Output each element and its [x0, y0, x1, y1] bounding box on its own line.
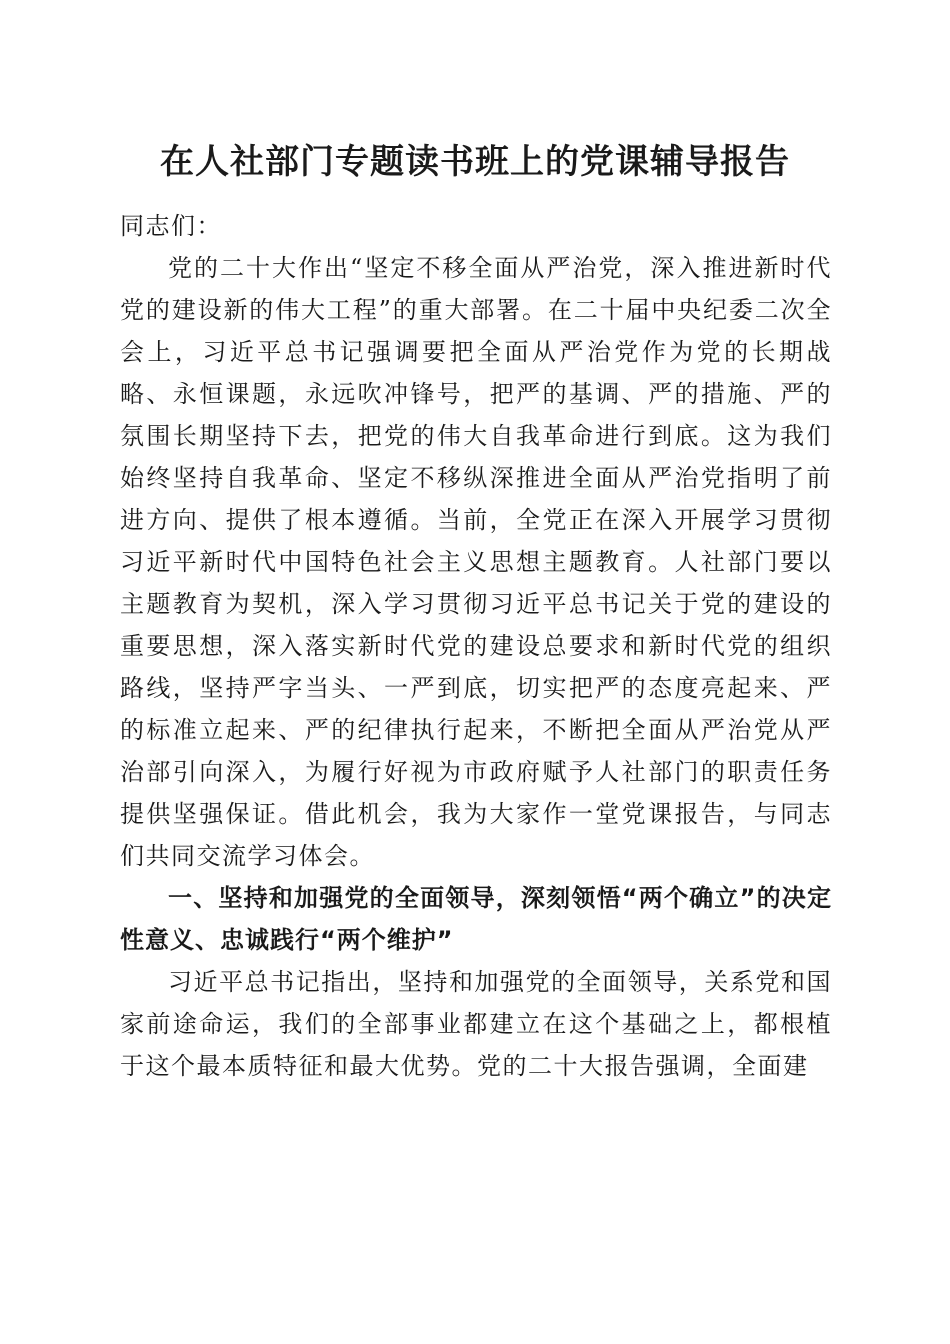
document-title: 在人社部门专题读书班上的党课辅导报告	[160, 142, 790, 182]
paragraph-2: 习近平总书记指出，坚持和加强党的全面领导，关系党和国家前途命运，我们的全部事业都建立在这个基础之上，都根植于这个最本质特征和最大优势。党的二十大报告强调，全面建	[120, 968, 832, 1080]
paragraph-1: 党的二十大作出“坚定不移全面从严治党，深入推进新时代党的建设新的伟大工程”的重大部署。在二十届中央纪委二次全会上，习近平总书记强调要把全面从严治党作为党的长期战略、永恒课题，永远吹冲锋号，把严的基调、严的措施、严的氛围长期坚持下去，把党的伟大自我革命进行到底。这为我们始终坚持自我革命、坚定不移纵深推进全面从严治党指明了前进方向、提供了根本遵循。当前，全党正在深入开展学习贯彻习近平新时代中国特色社会主义思想主题教育。人社部门要以主题教育为契机，深入学习贯彻习近平总书记关于党的建设的重要思想，深入落实新时代党的建设总要求和新时代党的组织路线，坚持严字当头、一严到底，切实把严的态度亮起来、严的标准立起来、严的纪律执行起来，不断把全面从严治党从严治部引向深入，为履行好视为市政府赋予人社部门的职责任务提供坚强保证。借此机会，我为大家作一堂党课报告，与同志们共同交流学习体会。	[120, 254, 832, 870]
document-body	[120, 205, 832, 1087]
section-1-heading: 一、坚持和加强党的全面领导，深刻领悟“两个确立”的决定性意义、忠诚践行“两个维护”	[120, 884, 832, 954]
salutation: 同志们：	[120, 212, 222, 240]
